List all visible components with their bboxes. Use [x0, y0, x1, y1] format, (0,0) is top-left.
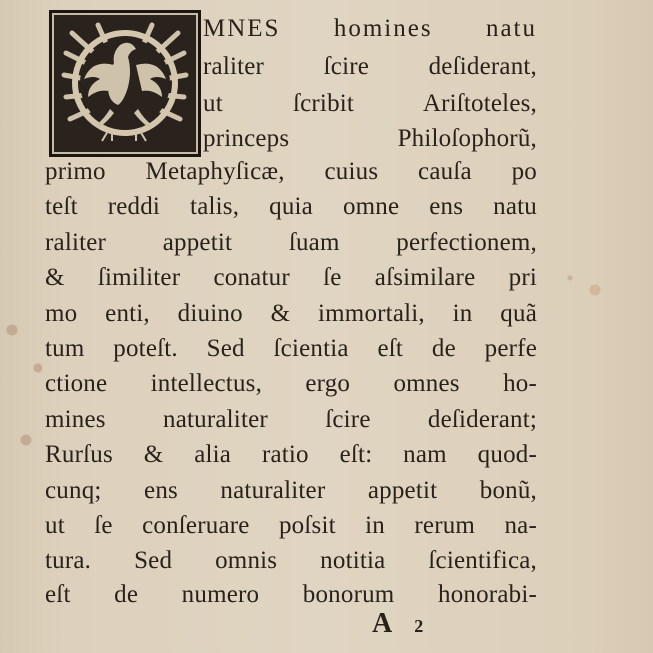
text-line-13: Rurſus & alia ratio eſt: nam quod-: [45, 441, 537, 468]
text-line-3: ut ſcribit Ariſtoteles,: [203, 90, 537, 117]
text-line-16: tura. Sed omnis notitia ſcientifica,: [45, 547, 537, 574]
text-line-15: ut ſe conſeruare poſsit in rerum na-: [45, 512, 537, 539]
text-line-7: raliter appetit ſuam perfectionem,: [45, 229, 537, 256]
text-line-6: teſt reddi talis, quia omne ens natu: [45, 193, 537, 220]
eagle-woodcut-icon: [52, 13, 198, 154]
text-line-11: ctione intellectus, ergo omnes ho-: [45, 370, 537, 397]
signature-number: 2: [414, 616, 424, 636]
text-line-8: & ſimiliter conatur ſe aſsimilare pri: [45, 264, 537, 291]
text-line-17: eſt de numero bonorum honorabi-: [45, 581, 537, 608]
text-line-9: mo enti, diuino & immortali, in quã: [45, 300, 537, 327]
text-line-2: raliter ſcire deſiderant,: [203, 53, 537, 80]
text-line-14: cunq; ens naturaliter appetit bonũ,: [45, 477, 537, 504]
signature-mark: [372, 608, 423, 640]
signature-letter: A: [372, 608, 393, 639]
text-line-5: primo Metaphyſicæ, cuius cauſa po: [45, 158, 537, 185]
text-line-12: mines naturaliter ſcire deſiderant;: [45, 406, 537, 433]
text-line-1: MNES homines natu: [203, 15, 537, 42]
text-line-4: princeps Philoſophorũ,: [203, 125, 537, 152]
text-line-10: tum poteſt. Sed ſcientia eſt de perfe: [45, 335, 537, 362]
decorated-initial-o: [49, 10, 201, 157]
